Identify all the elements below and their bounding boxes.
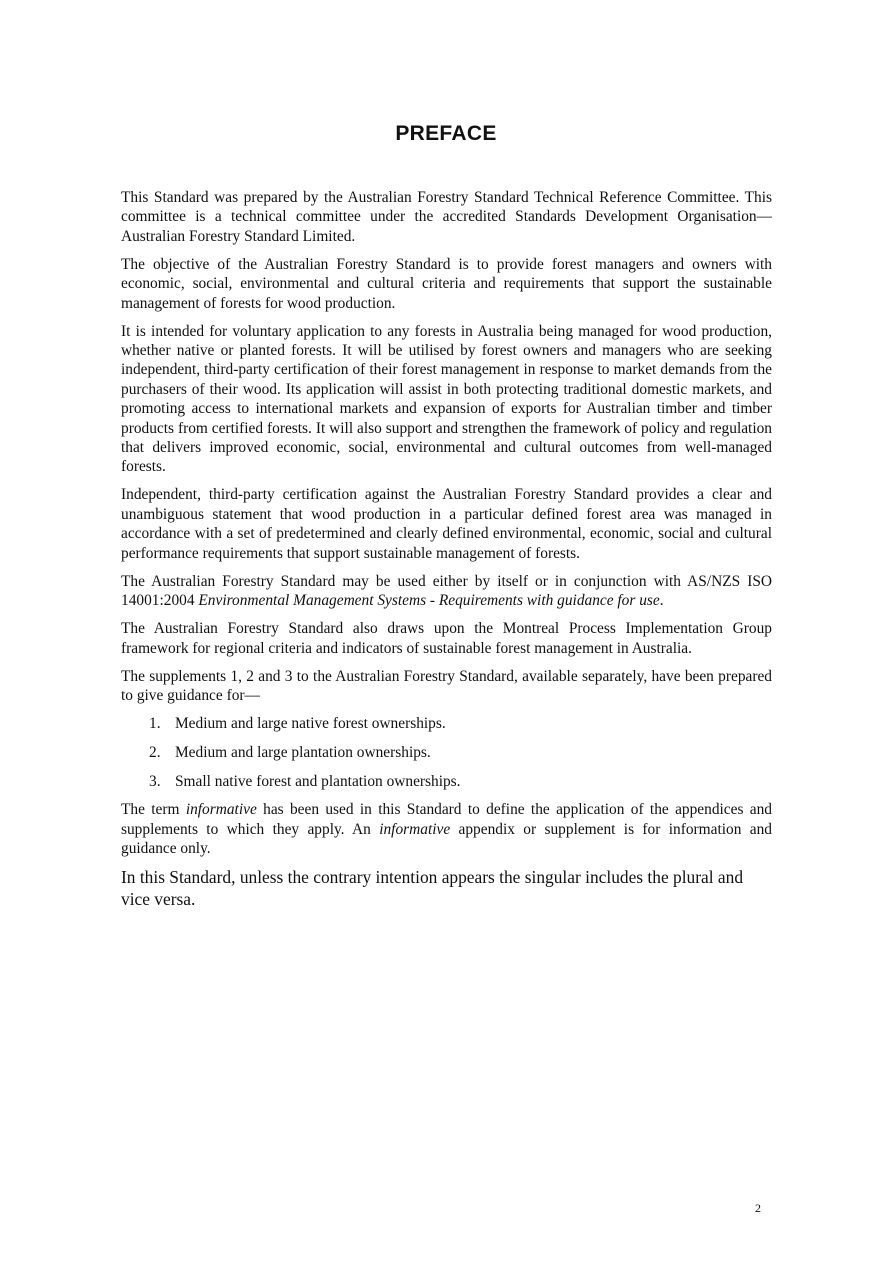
paragraph-supplements: The supplements 1, 2 and 3 to the Australian Forestry Standard, available separately, have been prepared to give guidance for— [121,667,772,704]
iso-text-before: The Australian Forestry Standard may be used either by itself or in conjunction with AS/NZS ISO 14001:2004 [121,572,772,610]
list-item-number: 3. [149,772,161,790]
page-title: PREFACE [395,122,497,145]
supplement-list [121,714,772,791]
informative-term-italic: informative [379,820,451,838]
iso-title-italic: Environmental Management Systems - Requirements with guidance for use [198,592,660,610]
list-item-text: Medium and large native forest ownerships. [175,714,446,732]
list-item-number: 1. [149,714,161,732]
page-number: 2 [755,1201,761,1215]
paragraph-informative [121,800,772,858]
list-item [121,743,772,762]
paragraph-application: It is intended for voluntary application to any forests in Australia being managed for wood production, whether native or planted forests. It will be utilised by forest owners and managers who are seeking independent, third-party certification of their forest management in response to market demands from the purchasers of their wood. Its application will assist in both protecting traditional domestic markets, and promoting access to international markets and expansion of exports for Australian timber and timber products from certified forests. It will also support and strengthen the framework of policy and regulation that delivers improved economic, social, environmental and cultural outcomes from well-managed forests. [121,322,772,476]
list-item-number: 2. [149,743,161,761]
list-item-text: Small native forest and plantation ownerships. [175,772,461,790]
informative-term-italic: informative [185,801,257,819]
paragraph-objective: The objective of the Australian Forestry Standard is to provide forest managers and owners with economic, social, environmental and cultural criteria and requirements that support the sustainable management of forests for wood production. [121,255,772,312]
paragraph-singular-plural: In this Standard, unless the contrary intention appears the singular includes the plural and vice versa. [121,867,744,909]
paragraph-committee: This Standard was prepared by the Australian Forestry Standard Technical Reference Committee. This committee is a technical committee under the accredited Standards Development Organisation—Australian Forestry Standard Limited. [121,189,772,245]
paragraph-certification: Independent, third-party certification against the Australian Forestry Standard provides a clear and unambiguous statement that wood production in a particular defined forest area was managed in accordance with a set of predetermined and clearly defined environmental, economic, social and cultural performance requirements that support sustainable management of forests. [121,486,772,562]
informative-text-1: The term [121,801,186,819]
list-item-text: Medium and large plantation ownerships. [175,743,431,761]
informative-text-3: appendix or supplement is for information and guidance only. [121,820,772,858]
list-item [121,772,772,791]
preface-body [121,188,772,919]
paragraph-iso-reference [121,572,772,611]
iso-text-after: . [659,592,664,610]
paragraph-montreal-process: The Australian Forestry Standard also draws upon the Montreal Process Implementation Group framework for regional criteria and indicators of sustainable forest management in Australia. [121,620,772,657]
informative-text-2: has been used in this Standard to define the application of the appendices and supplements to which they apply. An [121,801,773,838]
list-item [121,714,772,733]
